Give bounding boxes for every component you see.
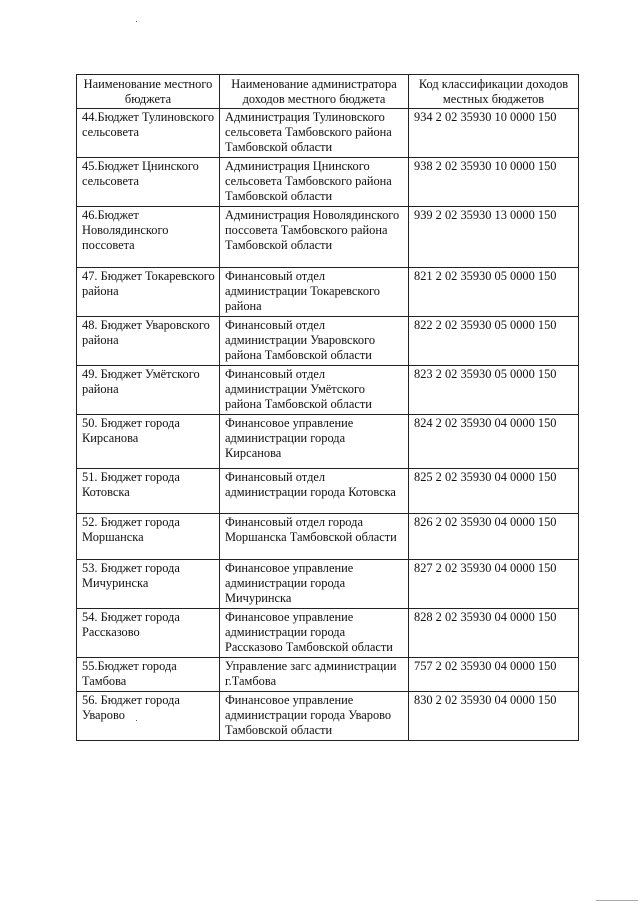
- administrator-cell: Финансовое управление администрации города Кирсанова: [220, 415, 409, 469]
- code-cell: 822 2 02 35930 05 0000 150: [409, 317, 579, 366]
- code-cell: 825 2 02 35930 04 0000 150: [409, 469, 579, 514]
- table-header-row: [77, 75, 579, 109]
- administrator-cell: Финансовое управление администрации города Уварово Тамбовской области: [220, 692, 409, 741]
- scan-speck: [136, 21, 137, 22]
- code-cell: 823 2 02 35930 05 0000 150: [409, 366, 579, 415]
- table-row: [77, 609, 579, 658]
- header-classification-code: Код классификации доходов местных бюджетов: [409, 75, 579, 109]
- budget-name-cell: 51. Бюджет города Котовска: [77, 469, 220, 514]
- budget-name-cell: 56. Бюджет города Уварово: [77, 692, 220, 741]
- code-cell: 939 2 02 35930 13 0000 150: [409, 207, 579, 268]
- code-cell: 934 2 02 35930 10 0000 150: [409, 109, 579, 158]
- code-cell: 824 2 02 35930 04 0000 150: [409, 415, 579, 469]
- administrator-cell: Финансовый отдел администрации Умётского района Тамбовской области: [220, 366, 409, 415]
- budget-name-cell: 46.Бюджет Новолядинского поссовета: [77, 207, 220, 268]
- code-cell: 757 2 02 35930 04 0000 150: [409, 658, 579, 692]
- header-budget-name: Наименование местного бюджета: [77, 75, 220, 109]
- table-row: [77, 658, 579, 692]
- budget-name-cell: 47. Бюджет Токаревского района: [77, 268, 220, 317]
- budget-name-cell: 52. Бюджет города Моршанска: [77, 514, 220, 560]
- code-cell: 821 2 02 35930 05 0000 150: [409, 268, 579, 317]
- code-cell: 828 2 02 35930 04 0000 150: [409, 609, 579, 658]
- table-row: [77, 109, 579, 158]
- table-row: [77, 366, 579, 415]
- administrator-cell: Финансовое управление администрации города Мичуринска: [220, 560, 409, 609]
- table-row: [77, 560, 579, 609]
- code-cell: 826 2 02 35930 04 0000 150: [409, 514, 579, 560]
- header-administrator: Наименование администратора доходов местного бюджета: [220, 75, 409, 109]
- budget-name-cell: 48. Бюджет Уваровского района: [77, 317, 220, 366]
- table-row: [77, 514, 579, 560]
- administrator-cell: Администрация Тулиновского сельсовета Тамбовского района Тамбовской области: [220, 109, 409, 158]
- administrator-cell: Финансовый отдел администрации Токаревского района: [220, 268, 409, 317]
- administrator-cell: Администрация Цнинского сельсовета Тамбовского района Тамбовской области: [220, 158, 409, 207]
- table-row: [77, 317, 579, 366]
- scan-edge-mark: [596, 900, 638, 901]
- budget-name-cell: 54. Бюджет города Рассказово: [77, 609, 220, 658]
- table-row: [77, 207, 579, 268]
- budget-name-cell: 55.Бюджет города Тамбова: [77, 658, 220, 692]
- table-row: [77, 268, 579, 317]
- table-row: [77, 469, 579, 514]
- budget-name-cell: 50. Бюджет города Кирсанова: [77, 415, 220, 469]
- administrator-cell: Управление загс администрации г.Тамбова: [220, 658, 409, 692]
- table-row: [77, 692, 579, 741]
- code-cell: 827 2 02 35930 04 0000 150: [409, 560, 579, 609]
- budget-name-cell: 45.Бюджет Цнинского сельсовета: [77, 158, 220, 207]
- administrator-cell: Финансовое управление администрации города Рассказово Тамбовской области: [220, 609, 409, 658]
- budget-name-cell: 49. Бюджет Умётского района: [77, 366, 220, 415]
- budget-name-cell: 53. Бюджет города Мичуринска: [77, 560, 220, 609]
- administrator-cell: Финансовый отдел города Моршанска Тамбовской области: [220, 514, 409, 560]
- administrator-cell: Администрация Новолядинского поссовета Тамбовского района Тамбовской области: [220, 207, 409, 268]
- table-row: [77, 158, 579, 207]
- budget-name-cell: 44.Бюджет Тулиновского сельсовета: [77, 109, 220, 158]
- administrator-cell: Финансовый отдел администрации Уваровского района Тамбовской области: [220, 317, 409, 366]
- administrator-cell: Финансовый отдел администрации города Котовска: [220, 469, 409, 514]
- code-cell: 938 2 02 35930 10 0000 150: [409, 158, 579, 207]
- code-cell: 830 2 02 35930 04 0000 150: [409, 692, 579, 741]
- table-row: [77, 415, 579, 469]
- budget-table: [76, 74, 579, 741]
